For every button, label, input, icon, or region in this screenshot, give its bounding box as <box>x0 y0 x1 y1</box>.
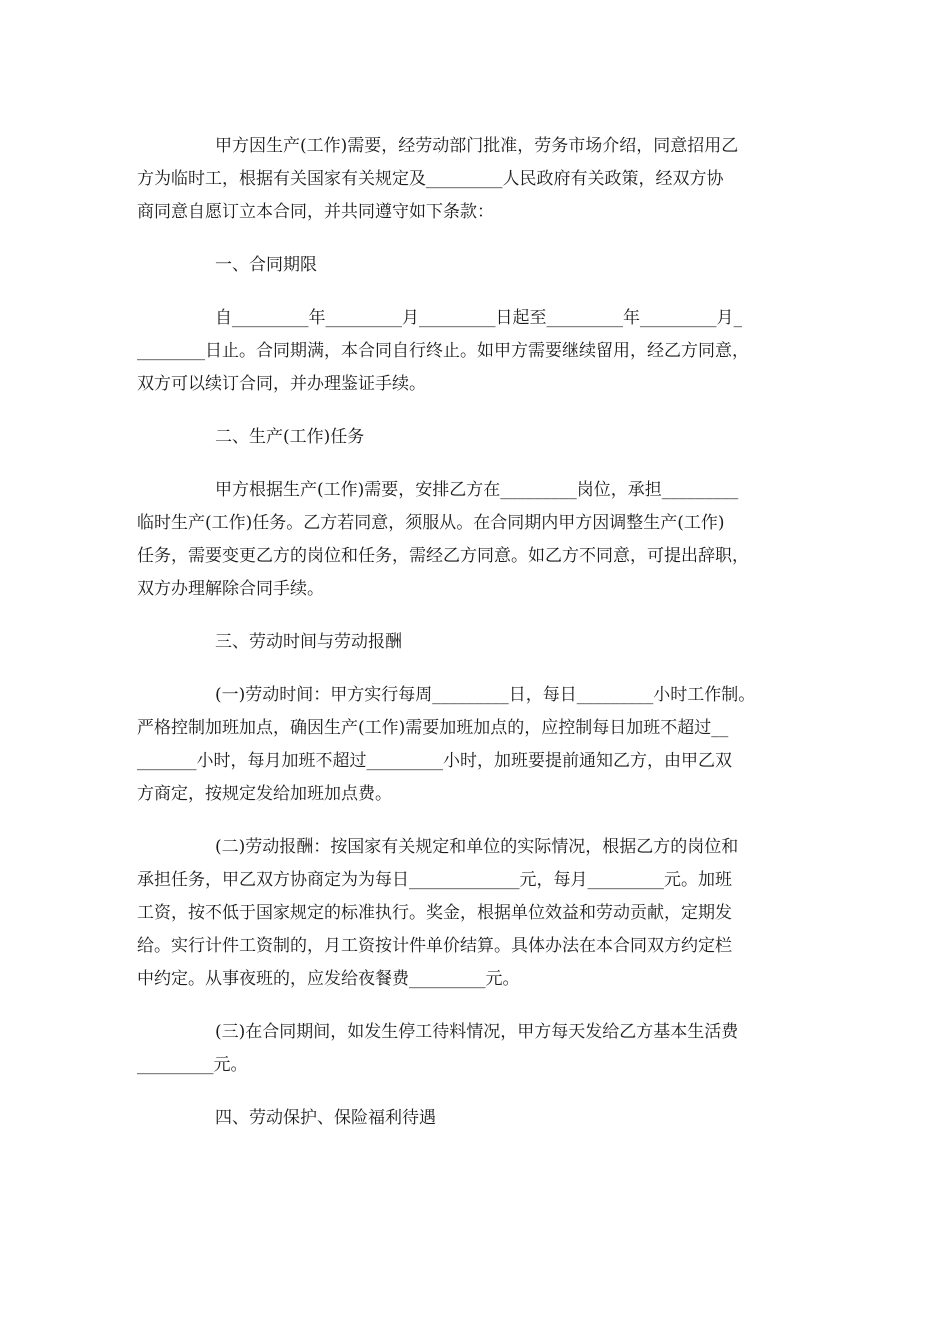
section-heading-protection: 四、劳动保护、保险福利待遇 <box>215 1108 436 1128</box>
text-line: (二)劳动报酬：按国家有关规定和单位的实际情况，根据乙方的岗位和 <box>215 837 739 857</box>
text-line: 给。实行计件工资制的，月工资按计件单价结算。具体办法在本合同双方约定栏 <box>137 936 732 956</box>
text-line: 商同意自愿订立本合同，并共同遵守如下条款： <box>137 202 494 222</box>
intro-paragraph <box>137 130 809 229</box>
text-line: 临时生产(工作)任务。乙方若同意，须服从。在合同期内甲方因调整生产(工作) <box>137 513 725 533</box>
section-heading-term: 一、合同期限 <box>215 255 317 275</box>
text-line: 甲方因生产(工作)需要，经劳动部门批准，劳务市场介绍，同意招用乙 <box>215 136 739 156</box>
text-line: 方为临时工，根据有关国家有关规定及_________人民政府有关政策，经双方协 <box>137 169 724 189</box>
text-line: (一)劳动时间：甲方实行每周_________日，每日_________小时工作制。 <box>215 685 756 705</box>
pay-paragraph <box>137 831 809 996</box>
text-line: _______小时，每月加班不超过_________小时，加班要提前通知乙方，由甲乙双 <box>137 751 732 771</box>
term-paragraph <box>137 302 809 401</box>
text-line: 自_________年_________月_________日起至_________年_________月_ <box>215 308 742 328</box>
text-line: 双方办理解除合同手续。 <box>137 579 324 599</box>
text-line: 承担任务，甲乙双方协商定为为每日_____________元，每月_________元。加班 <box>137 870 732 890</box>
text-line: ________日止。合同期满，本合同自行终止。如甲方需要继续留用，经乙方同意， <box>137 341 749 361</box>
text-line: 工资，按不低于国家规定的标准执行。奖金，根据单位效益和劳动贡献，定期发 <box>137 903 732 923</box>
text-line: 严格控制加班加点，确因生产(工作)需要加班加点的，应控制每日加班不超过__ <box>137 718 729 738</box>
text-line: _________元。 <box>137 1055 248 1075</box>
text-line: 双方可以续订合同，并办理鉴证手续。 <box>137 374 426 394</box>
section-heading-task: 二、生产(工作)任务 <box>215 427 365 447</box>
text-line: 甲方根据生产(工作)需要，安排乙方在_________岗位，承担_________ <box>215 480 739 500</box>
text-line: (三)在合同期间，如发生停工待料情况，甲方每天发给乙方基本生活费 <box>215 1022 739 1042</box>
section-heading-hours-pay: 三、劳动时间与劳动报酬 <box>215 632 402 652</box>
idle-paragraph <box>137 1016 809 1082</box>
task-paragraph <box>137 474 809 606</box>
text-line: 任务，需要变更乙方的岗位和任务，需经乙方同意。如乙方不同意，可提出辞职， <box>137 546 749 566</box>
contract-page <box>137 130 809 1135</box>
hours-paragraph <box>137 679 809 811</box>
text-line: 方商定，按规定发给加班加点费。 <box>137 784 392 804</box>
text-line: 中约定。从事夜班的，应发给夜餐费_________元。 <box>137 969 520 989</box>
